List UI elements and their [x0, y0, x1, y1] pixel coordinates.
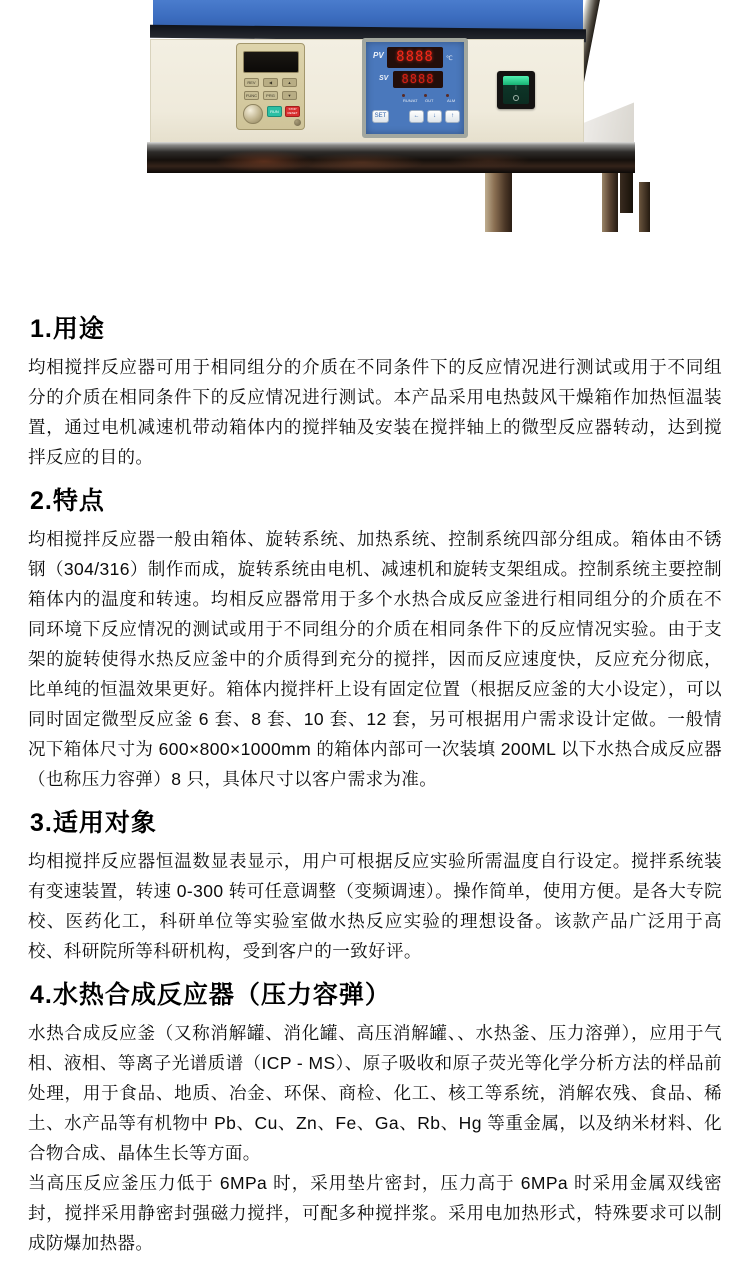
stand-leg-right-inner — [620, 173, 633, 213]
power-switch — [497, 71, 535, 109]
led-dot — [402, 94, 405, 97]
section-heading: 4.水热合成反应器（压力容弹） — [30, 981, 391, 1009]
section-usage — [28, 309, 722, 472]
pv-display: 8888 — [387, 47, 443, 68]
power-off-mark — [513, 95, 519, 101]
section-heading: 1.用途 — [30, 315, 105, 343]
temperature-controller — [362, 38, 468, 138]
product-description — [0, 236, 750, 1278]
inverter-up-button: ▲ — [282, 78, 297, 87]
section-paragraph: 均相搅拌反应器可用于相同组分的介质在不同条件下的反应情况进行测试或用于不同组分的介质在相同条件下的反应情况进行测试。本产品采用电热鼓风干燥箱作加热恒温装置，通过电机减速机带动箱体内的搅拌轴及安装在搅拌轴上的微型反应器转动，达到搅拌反应的目的。 — [28, 357, 722, 467]
celsius-unit: ℃ — [446, 56, 453, 62]
product-photo — [0, 0, 750, 236]
section-hydrothermal-reactor — [28, 975, 722, 1258]
power-on-mark: I — [515, 86, 517, 92]
inverter-left-button: ◀ — [263, 78, 278, 87]
inverter-rev-button: REV — [244, 78, 259, 87]
inverter-keypad — [236, 43, 305, 130]
section-applicable-objects — [28, 803, 722, 966]
shift-left-button: ← — [409, 110, 424, 123]
inverter-func-button: FUNC — [245, 93, 258, 98]
inverter-logo — [294, 119, 301, 126]
inverter-prg-button: PRG — [263, 91, 278, 100]
section-heading: 3.适用对象 — [30, 809, 157, 837]
led-alm: ALM — [432, 94, 462, 98]
sv-display: 8888 — [393, 71, 443, 88]
stand-leg-far-right — [639, 182, 650, 232]
stand-shelf — [584, 98, 634, 143]
led-out: OUT — [410, 94, 440, 98]
inverter-down-button: ▼ — [282, 91, 297, 100]
stand-crossbar — [147, 142, 635, 173]
led-dot — [424, 94, 427, 97]
inverter-knob — [243, 104, 263, 124]
power-switch-lit-bar — [503, 76, 529, 85]
sv-label: SV — [379, 75, 389, 82]
stand-leg-left — [485, 173, 512, 232]
section-heading: 2.特点 — [30, 487, 105, 515]
decrement-button: ↓ — [427, 110, 442, 123]
set-button: SET — [372, 110, 389, 123]
increment-button: ↑ — [445, 110, 460, 123]
inverter-run-button: RUN — [267, 106, 282, 117]
pv-label: PV — [373, 51, 384, 60]
section-paragraph: 均相搅拌反应器一般由箱体、旋转系统、加热系统、控制系统四部分组成。箱体由不锈钢（304/316）制作而成，旋转系统由电机、减速机和旋转支架组成。控制系统主要控制箱体内的温度和转速。均相反应器常用于多个水热合成反应釜进行相同组分的介质在不同环境下反应情况的测试或用于不同组分的介质在相同条件下的反应情况实验。由于支架的旋转使得水热反应釜中的介质得到充分的搅拌，因而反应速度快，反应充分彻底，比单纯的恒温效果更好。箱体内搅拌杆上设有固定位置（根据反应釜的大小设定），可以同时固定微型反应釜 6 套、8 套、10 套、12 套，另可根据用户需求设计定做。一般情况下箱体尺寸为 600×800×1000mm 的箱体内部可一次装填 200ML 以下水热合成反应器（也称压力容弹）8 只，具体尺寸以客户需求为准。 — [28, 529, 722, 789]
led-dot — [446, 94, 449, 97]
stand-leg-right — [602, 173, 618, 232]
inverter-display — [243, 51, 299, 73]
section-paragraph: 均相搅拌反应器恒温数显表显示，用户可根据反应实验所需温度自行设定。搅拌系统装有变速装置，转速 0-300 转可任意调整（变频调速）。操作简单，使用方便。是各大专院校、医药化工，科研单位等实验室做水热反应实验的理想设备。该款产品广泛用于高校、科研院所等科研机构，受到客户的一致好评。 — [28, 851, 722, 961]
power-switch-rocker — [503, 76, 529, 104]
led-run-at: RUN/AT — [388, 94, 418, 98]
section-paragraph: 水热合成反应釜（又称消解罐、消化罐、高压消解罐、、水热釜、压力溶弹），应用于气相、液相、等离子光谱质谱（ICP - MS）、原子吸收和原子荧光等化学分析方法的样品前处理，用于食品、地质、冶金、环保、商检、化工、核工等系统，消解农残、食品、稀土、水产品等有机物中 Pb、Cu、Zn、Fe、Ga、Rb、Hg 等重金属，以及纳米材料、化合物合成、晶体生长等方面。 — [28, 1023, 722, 1163]
inverter-stop-button: STOP RESET — [285, 106, 300, 117]
section-features — [28, 481, 722, 794]
section-paragraph: 当高压反应釜压力低于 6MPa 时，采用垫片密封，压力高于 6MPa 时采用金属双线密封，搅拌采用静密封强磁力搅拌，可配多种搅拌浆。采用电加热形式，特殊要求可以制成防爆加热器。 — [28, 1173, 722, 1253]
